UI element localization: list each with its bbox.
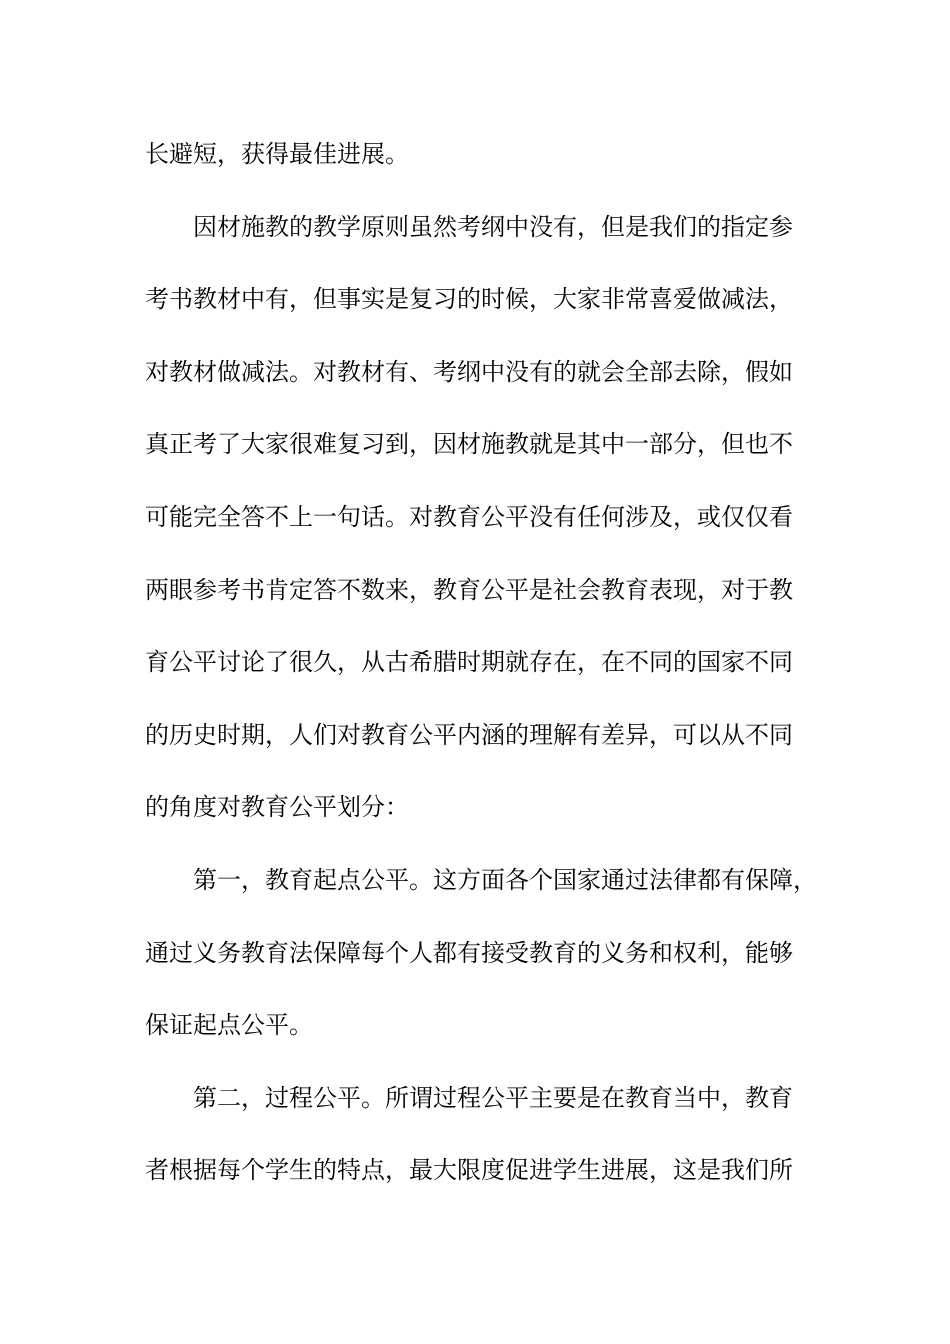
text-line: 长避短，获得最佳进展。 [145, 140, 409, 168]
text-line: 对教材做减法。对教材有、考纲中没有的就会全部去除，假如 [145, 357, 793, 386]
text-line: 通过义务教育法保障每个人都有接受教育的义务和权利，能够 [145, 938, 793, 967]
body-text [145, 126, 817, 1200]
text-line: 保证起点公平。 [145, 1011, 313, 1040]
text-line: 的历史时期，人们对教育公平内涵的理解有差异，可以从不同 [145, 720, 793, 749]
text-line: 真正考了大家很难复习到，因材施教就是其中一部分，但也不 [145, 430, 793, 459]
paragraph-first-line: 第二，过程公平。所谓过程公平主要是在教育当中，教育 [193, 1083, 793, 1112]
text-line: 两眼参考书肯定答不数来，教育公平是社会教育表现，对于教 [145, 575, 793, 604]
text-line: 的角度对教育公平划分： [145, 793, 409, 822]
text-line: 考书教材中有，但事实是复习的时候，大家非常喜爱做减法， [145, 285, 793, 314]
text-line: 者根据每个学生的特点，最大限度促进学生进展，这是我们所 [145, 1156, 793, 1185]
text-line: 可能完全答不上一句话。对教育公平没有任何涉及，或仅仅看 [145, 502, 793, 531]
paragraph-first-line: 第一，教育起点公平。这方面各个国家通过法律都有保障， [193, 865, 817, 894]
paragraph-first-line: 因材施教的教学原则虽然考纲中没有，但是我们的指定参 [193, 212, 793, 241]
text-line: 育公平讨论了很久，从古希腊时期就存在，在不同的国家不同 [145, 648, 793, 677]
